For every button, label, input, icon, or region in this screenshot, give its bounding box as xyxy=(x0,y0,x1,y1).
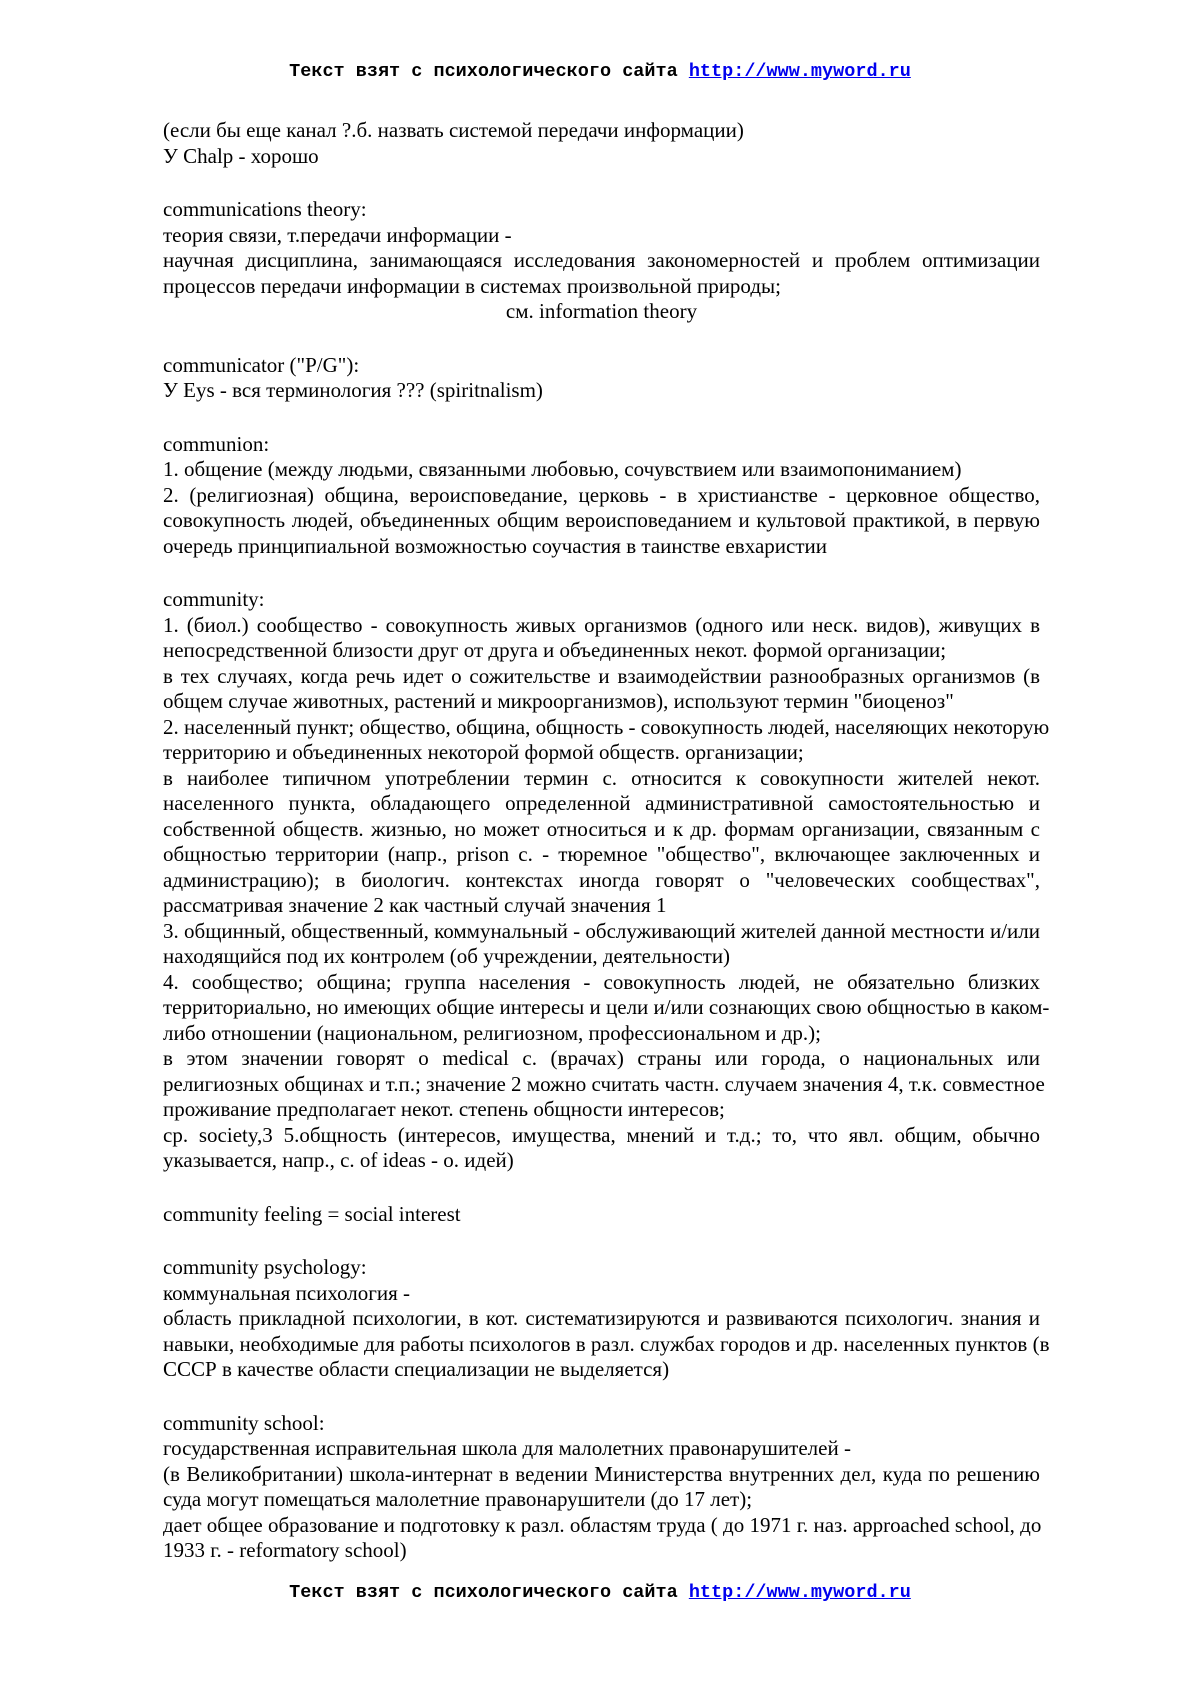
text-line: навыки, необходимые для работы психологов в разл. службах городов и др. населенных пунктов (в xyxy=(163,1331,1050,1356)
text-line: либо отношении (национальном, религиозном, профессиональном и др.); xyxy=(163,1020,822,1045)
text-line: в тех случаях, когда речь идет о сожительстве и взаимодействии разнообразных организмов (в xyxy=(163,663,1040,688)
entry-block xyxy=(163,587,1050,1174)
text-line: community school: xyxy=(163,1410,325,1435)
text-line: community feeling = social interest xyxy=(163,1201,461,1226)
entry-block xyxy=(163,118,1040,169)
header-note-text: Текст взят с психологического сайта xyxy=(289,61,689,82)
entry-block xyxy=(163,1202,1040,1228)
text-line: community psychology: xyxy=(163,1255,367,1279)
text-line: находящийся под их контролем (об учреждении, деятельности) xyxy=(163,944,731,968)
document-body xyxy=(163,118,1050,1564)
text-line: 4. сообщество; община; группа населения - совокупность людей, не обязательно близких xyxy=(163,969,1040,994)
footer-site-link[interactable]: http://www.myword.ru xyxy=(688,1582,911,1603)
text-line: СССР в качестве области специализации не выделяется) xyxy=(163,1357,670,1381)
text-line: communion: xyxy=(163,431,270,456)
text-line: непосредственной близости друг от друга и объединенных некот. формой организации; xyxy=(163,638,947,662)
footer-note-text: Текст взят с психологического сайта xyxy=(289,1582,689,1603)
text-line: 1. общение (между людьми, связанными любовью, сочувствием или взаимопониманием) xyxy=(163,457,962,481)
entry-block xyxy=(163,353,1040,404)
text-line: общем случае животных, растений и микроорганизмов), используют термин "биоценоз" xyxy=(163,689,954,713)
text-line: суда могут помещаться малолетние правонарушители (до 17 лет); xyxy=(163,1487,753,1511)
text-line: У Chalp - хорошо xyxy=(163,143,319,168)
text-line: очередь принципиальной возможностью соучастия в таинстве евхаристии xyxy=(163,533,827,558)
text-line: территорию и объединенных некоторой формой обществ. организации; xyxy=(163,740,804,764)
text-line: 2. (религиозная) община, вероисповедание, церковь - в христианстве - церковное общество, xyxy=(163,482,1040,507)
entry-block xyxy=(163,1411,1040,1564)
text-line: религиозных общинах и т.п.; значение 2 можно считать частн. случаем значения 4, т.к. совместное xyxy=(163,1071,1045,1096)
text-line: указывается, напр., c. of ideas - о. идей) xyxy=(163,1148,514,1172)
text-line: рассматривая значение 2 как частный случай значения 1 xyxy=(163,893,667,917)
text-line: научная дисциплина, занимающаяся исследования закономерностей и проблем оптимизации xyxy=(163,248,1040,272)
entry-block xyxy=(163,432,1040,560)
text-line: 3. общинный, общественный, коммунальный - обслуживающий жителей данной местности и/или xyxy=(163,918,1040,943)
text-line: населенного пункта, обладающего определенной административной самостоятельностью и xyxy=(163,791,1040,815)
text-line: communicator ("P/G"): xyxy=(163,352,360,377)
text-line: процессов передачи информации в системах произвольной природы; xyxy=(163,273,781,298)
header-site-link[interactable]: http://www.myword.ru xyxy=(688,61,911,82)
text-line: community: xyxy=(163,587,265,611)
text-line: communications theory: xyxy=(163,197,367,221)
text-line: 1933 г. - reformatory school) xyxy=(163,1538,407,1562)
text-line: 2. населенный пункт; общество, община, общность - совокупность людей, населяющих некоторую xyxy=(163,714,1050,739)
text-line: коммунальная психология - xyxy=(163,1280,411,1305)
header-note xyxy=(0,61,1200,82)
footer-note xyxy=(0,1582,1200,1603)
text-line: в наиболее типичном употреблении термин с. относится к совокупности жителей некот. xyxy=(163,765,1040,790)
text-line: ср. society,3 5.общность (интересов, имущества, мнений и т.д.; то, что явл. общим, обычно xyxy=(163,1122,1040,1147)
text-line: администрацию); в биологич. контекстах иногда говорят о "человеческих сообществах", xyxy=(163,867,1040,892)
text-line: в этом значении говорят о medical c. (врачах) страны или города, о национальных или xyxy=(163,1046,1040,1070)
text-line: см. information theory xyxy=(505,299,698,323)
text-line: теория связи, т.передачи информации - xyxy=(163,222,512,247)
text-line: область прикладной психологии, в кот. систематизируются и развиваются психологич. знания и xyxy=(163,1306,1040,1330)
text-line: дает общее образование и подготовку к разл. областям труда ( до 1971 г. наз. approached school, до xyxy=(163,1512,1042,1537)
text-line: (в Великобритании) школа-интернат в ведении Министерства внутренних дел, куда по решению xyxy=(163,1461,1040,1486)
entry-block xyxy=(163,1255,1050,1383)
text-line: собственной обществ. жизнью, но может относиться и к др. формам организации, связанным с xyxy=(163,816,1040,841)
text-line: проживание предполагает некот. степень общности интересов; xyxy=(163,1097,725,1121)
text-line: территориально, но имеющих общие интересы и цели и/или сознающих свою общностью в каком- xyxy=(163,995,1050,1019)
text-line: общностью территории (напр., prison c. - тюремное "общество", включающее заключенных и xyxy=(163,842,1040,866)
text-line: совокупность людей, объединенных общим вероисповеданием и культовой практикой, в первую xyxy=(163,508,1040,532)
text-line: У Eys - вся терминология ??? (spiritnalism) xyxy=(163,378,543,402)
entry-block xyxy=(163,197,1040,325)
text-line: 1. (биол.) сообщество - совокупность живых организмов (одного или неск. видов), живущих в xyxy=(163,612,1040,637)
text-line: (если бы еще канал ?.б. назвать системой передачи информации) xyxy=(163,118,744,142)
text-line: государственная исправительная школа для малолетних правонарушителей - xyxy=(163,1436,851,1460)
